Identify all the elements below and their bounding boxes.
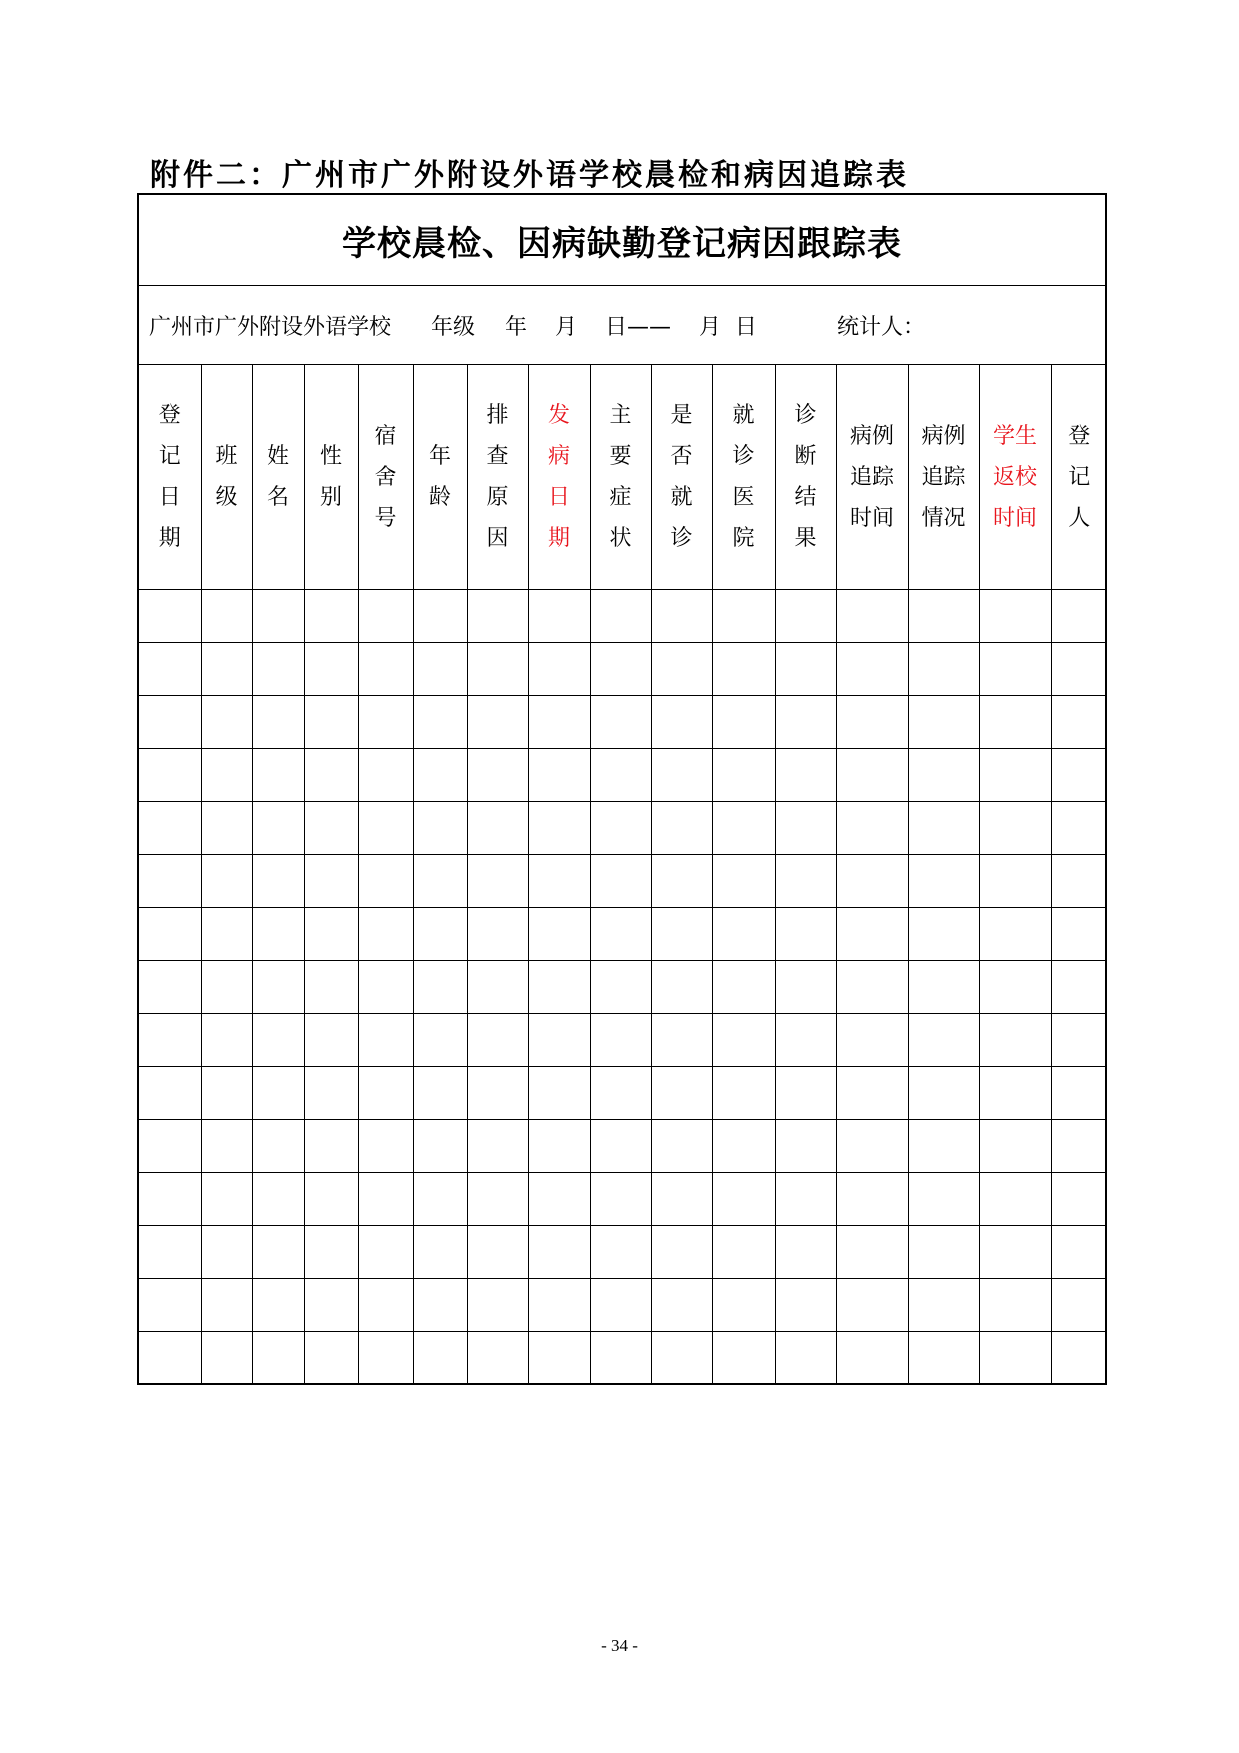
table-cell[interactable]: [836, 696, 908, 749]
table-cell[interactable]: [775, 590, 836, 643]
table-cell[interactable]: [908, 1279, 979, 1332]
table-cell[interactable]: [467, 590, 528, 643]
table-cell[interactable]: [590, 1014, 651, 1067]
table-cell[interactable]: [467, 802, 528, 855]
table-cell[interactable]: [358, 855, 413, 908]
table-cell[interactable]: [1051, 1332, 1107, 1385]
table-cell[interactable]: [651, 1226, 712, 1279]
table-cell[interactable]: [139, 908, 201, 961]
table-cell[interactable]: [528, 802, 590, 855]
table-cell[interactable]: [201, 749, 252, 802]
table-cell[interactable]: [908, 1173, 979, 1226]
table-cell[interactable]: [201, 590, 252, 643]
grade-label: 年级: [431, 314, 476, 340]
table-cell[interactable]: [979, 643, 1051, 696]
table-cell[interactable]: [775, 643, 836, 696]
table-cell[interactable]: [358, 590, 413, 643]
table-cell[interactable]: [252, 1173, 304, 1226]
table-row: [139, 1332, 1107, 1385]
table-cell[interactable]: [413, 696, 467, 749]
table-cell[interactable]: [712, 908, 775, 961]
page-number: - 34 -: [601, 1636, 638, 1655]
table-cell[interactable]: [908, 1014, 979, 1067]
column-header: [979, 365, 1051, 590]
table-cell[interactable]: [836, 908, 908, 961]
table-cell[interactable]: [413, 1067, 467, 1120]
column-header: [528, 365, 590, 590]
column-header: [413, 365, 467, 590]
table-cell[interactable]: [651, 1332, 712, 1385]
table-cell[interactable]: [528, 590, 590, 643]
table-cell[interactable]: [590, 802, 651, 855]
table-cell[interactable]: [836, 1173, 908, 1226]
table-cell[interactable]: [979, 1332, 1051, 1385]
table-cell[interactable]: [775, 961, 836, 1014]
table-cell[interactable]: [836, 643, 908, 696]
table-row: [139, 961, 1107, 1014]
column-header: [139, 365, 201, 590]
table-cell[interactable]: [908, 802, 979, 855]
table-cell[interactable]: [651, 1279, 712, 1332]
table-cell[interactable]: [712, 1067, 775, 1120]
table-cell[interactable]: [413, 1279, 467, 1332]
table-cell[interactable]: [252, 855, 304, 908]
column-header-label: 主 要 症 状: [609, 403, 632, 551]
table-cell[interactable]: [908, 908, 979, 961]
table-cell[interactable]: [979, 590, 1051, 643]
table-cell[interactable]: [358, 1120, 413, 1173]
table-cell[interactable]: [139, 749, 201, 802]
table-cell[interactable]: [467, 855, 528, 908]
school-name: 广州市广外附设外语学校: [149, 314, 392, 340]
table-cell[interactable]: [201, 1120, 252, 1173]
table-cell[interactable]: [1051, 643, 1107, 696]
table-row: [139, 802, 1107, 855]
table-cell[interactable]: [528, 1120, 590, 1173]
table-cell[interactable]: [304, 1279, 358, 1332]
recorder-label: 统计人：: [836, 314, 925, 340]
table-cell[interactable]: [590, 1226, 651, 1279]
table-cell[interactable]: [590, 961, 651, 1014]
table-cell[interactable]: [413, 961, 467, 1014]
table-cell[interactable]: [908, 961, 979, 1014]
table-cell[interactable]: [413, 1226, 467, 1279]
table-cell[interactable]: [467, 749, 528, 802]
column-header-label: 诊 断 结 果: [794, 403, 817, 551]
column-header-label: 宿 舍 号: [374, 423, 397, 531]
table-cell[interactable]: [979, 1279, 1051, 1332]
table-cell[interactable]: [979, 1014, 1051, 1067]
table-cell[interactable]: [201, 1226, 252, 1279]
table-cell[interactable]: [712, 1120, 775, 1173]
table-cell[interactable]: [304, 643, 358, 696]
table-cell[interactable]: [201, 696, 252, 749]
attachment-title: 附件二：广州市广外附设外语学校晨检和病因追踪表: [150, 158, 909, 193]
table-cell[interactable]: [358, 1279, 413, 1332]
table-cell[interactable]: [775, 1120, 836, 1173]
table-cell[interactable]: [201, 855, 252, 908]
column-header-label: 班 级: [215, 444, 238, 510]
table-cell[interactable]: [775, 749, 836, 802]
table-cell[interactable]: [358, 1332, 413, 1385]
table-cell[interactable]: [528, 643, 590, 696]
tracking-form: [137, 193, 1107, 1385]
table-cell[interactable]: [528, 908, 590, 961]
table-cell[interactable]: [836, 590, 908, 643]
table-cell[interactable]: [836, 1120, 908, 1173]
table-cell[interactable]: [908, 1226, 979, 1279]
table-cell[interactable]: [651, 643, 712, 696]
form-title: 学校晨检、因病缺勤登记病因跟踪表: [139, 195, 1105, 286]
table-cell[interactable]: [304, 961, 358, 1014]
table-cell[interactable]: [413, 802, 467, 855]
table-cell[interactable]: [358, 1226, 413, 1279]
table-cell[interactable]: [590, 855, 651, 908]
table-cell[interactable]: [358, 961, 413, 1014]
table-cell[interactable]: [712, 961, 775, 1014]
table-cell[interactable]: [304, 1067, 358, 1120]
table-cell[interactable]: [1051, 908, 1107, 961]
table-cell[interactable]: [304, 749, 358, 802]
table-cell[interactable]: [252, 908, 304, 961]
table-cell[interactable]: [252, 749, 304, 802]
table-cell[interactable]: [1051, 749, 1107, 802]
table-cell[interactable]: [651, 908, 712, 961]
table-cell[interactable]: [1051, 1173, 1107, 1226]
table-cell[interactable]: [836, 1014, 908, 1067]
table-cell[interactable]: [139, 696, 201, 749]
table-cell[interactable]: [712, 1173, 775, 1226]
table-cell[interactable]: [139, 1226, 201, 1279]
table-cell[interactable]: [651, 749, 712, 802]
table-cell[interactable]: [413, 1120, 467, 1173]
table-cell[interactable]: [413, 1332, 467, 1385]
table-cell[interactable]: [467, 1173, 528, 1226]
table-cell[interactable]: [467, 908, 528, 961]
table-cell[interactable]: [467, 1067, 528, 1120]
table-cell[interactable]: [836, 1226, 908, 1279]
table-cell[interactable]: [304, 855, 358, 908]
table-row: [139, 643, 1107, 696]
table-cell[interactable]: [139, 1279, 201, 1332]
table-cell[interactable]: [139, 643, 201, 696]
table-cell[interactable]: [139, 1120, 201, 1173]
table-cell[interactable]: [358, 696, 413, 749]
table-cell[interactable]: [979, 908, 1051, 961]
table-cell[interactable]: [201, 908, 252, 961]
table-cell[interactable]: [201, 1067, 252, 1120]
table-cell[interactable]: [201, 1279, 252, 1332]
column-header: [590, 365, 651, 590]
table-cell[interactable]: [712, 1226, 775, 1279]
column-header-label: 登 记 日 期: [158, 403, 181, 551]
column-header: [1051, 365, 1107, 590]
table-cell[interactable]: [358, 802, 413, 855]
table-cell[interactable]: [590, 590, 651, 643]
table-row: [139, 1279, 1107, 1332]
table-cell[interactable]: [413, 1173, 467, 1226]
table-cell[interactable]: [836, 802, 908, 855]
table-cell[interactable]: [413, 590, 467, 643]
table-cell[interactable]: [775, 1332, 836, 1385]
table-row: [139, 749, 1107, 802]
table-cell[interactable]: [528, 855, 590, 908]
table-cell[interactable]: [908, 855, 979, 908]
table-cell[interactable]: [528, 1226, 590, 1279]
table-cell[interactable]: [201, 802, 252, 855]
table-cell[interactable]: [712, 643, 775, 696]
column-header: [836, 365, 908, 590]
table-cell[interactable]: [304, 908, 358, 961]
table-cell[interactable]: [139, 802, 201, 855]
table-cell[interactable]: [252, 590, 304, 643]
table-cell[interactable]: [775, 855, 836, 908]
table-cell[interactable]: [651, 590, 712, 643]
table-cell[interactable]: [358, 1067, 413, 1120]
table-cell[interactable]: [908, 1332, 979, 1385]
table-cell[interactable]: [1051, 855, 1107, 908]
table-cell[interactable]: [908, 696, 979, 749]
column-header: [358, 365, 413, 590]
column-header-label: 登 记 人: [1068, 423, 1091, 531]
table-cell[interactable]: [358, 1014, 413, 1067]
table-cell[interactable]: [651, 802, 712, 855]
table-cell[interactable]: [467, 643, 528, 696]
table-cell[interactable]: [528, 1067, 590, 1120]
table-cell[interactable]: [304, 1226, 358, 1279]
table-cell[interactable]: [775, 1226, 836, 1279]
column-header-label: 学生 返校 时间: [992, 423, 1037, 531]
table-cell[interactable]: [590, 1173, 651, 1226]
column-header: [775, 365, 836, 590]
table-cell[interactable]: [590, 749, 651, 802]
table-cell[interactable]: [979, 1173, 1051, 1226]
column-header: [712, 365, 775, 590]
table-cell[interactable]: [1051, 1067, 1107, 1120]
table-cell[interactable]: [1051, 1226, 1107, 1279]
table-cell[interactable]: [836, 1067, 908, 1120]
table-cell[interactable]: [252, 1279, 304, 1332]
table-cell[interactable]: [139, 855, 201, 908]
table-cell[interactable]: [712, 696, 775, 749]
table-cell[interactable]: [528, 1014, 590, 1067]
table-cell[interactable]: [712, 590, 775, 643]
table-cell[interactable]: [775, 1279, 836, 1332]
table-cell[interactable]: [836, 1332, 908, 1385]
column-header-label: 是 否 就 诊: [670, 403, 693, 551]
table-cell[interactable]: [304, 696, 358, 749]
table-cell[interactable]: [775, 802, 836, 855]
table-cell[interactable]: [712, 749, 775, 802]
table-cell[interactable]: [979, 855, 1051, 908]
table-cell[interactable]: [775, 1173, 836, 1226]
table-cell[interactable]: [651, 855, 712, 908]
column-header: [304, 365, 358, 590]
table-cell[interactable]: [467, 1120, 528, 1173]
table-cell[interactable]: [908, 1120, 979, 1173]
table-cell[interactable]: [252, 643, 304, 696]
table-cell[interactable]: [358, 749, 413, 802]
column-header: [651, 365, 712, 590]
table-cell[interactable]: [201, 643, 252, 696]
table-cell[interactable]: [908, 749, 979, 802]
column-header: [908, 365, 979, 590]
table-cell[interactable]: [1051, 590, 1107, 643]
table-cell[interactable]: [304, 1332, 358, 1385]
table-cell[interactable]: [775, 908, 836, 961]
table-cell[interactable]: [252, 1014, 304, 1067]
table-cell[interactable]: [979, 1120, 1051, 1173]
table-cell[interactable]: [1051, 802, 1107, 855]
table-cell[interactable]: [590, 696, 651, 749]
tracking-table: [139, 365, 1107, 1384]
table-row: [139, 1120, 1107, 1173]
table-cell[interactable]: [252, 1226, 304, 1279]
table-cell[interactable]: [528, 749, 590, 802]
table-cell[interactable]: [1051, 1014, 1107, 1067]
table-cell[interactable]: [651, 1173, 712, 1226]
table-cell[interactable]: [528, 961, 590, 1014]
table-row: [139, 1014, 1107, 1067]
table-cell[interactable]: [590, 643, 651, 696]
table-cell[interactable]: [139, 1014, 201, 1067]
table-cell[interactable]: [467, 1014, 528, 1067]
table-cell[interactable]: [590, 1067, 651, 1120]
table-cell[interactable]: [467, 696, 528, 749]
table-cell[interactable]: [651, 1120, 712, 1173]
table-cell[interactable]: [252, 696, 304, 749]
table-body: [139, 590, 1107, 1385]
table-cell[interactable]: [1051, 961, 1107, 1014]
column-header-label: 姓 名: [266, 444, 289, 510]
table-cell[interactable]: [358, 908, 413, 961]
table-cell[interactable]: [836, 1279, 908, 1332]
column-header: [252, 365, 304, 590]
table-cell[interactable]: [467, 961, 528, 1014]
table-row: [139, 1173, 1107, 1226]
table-cell[interactable]: [139, 961, 201, 1014]
table-cell[interactable]: [775, 696, 836, 749]
table-row: [139, 908, 1107, 961]
form-meta-row: [139, 286, 1105, 365]
table-cell[interactable]: [358, 1173, 413, 1226]
table-cell[interactable]: [139, 1067, 201, 1120]
table-cell[interactable]: [712, 855, 775, 908]
table-cell[interactable]: [651, 1067, 712, 1120]
table-cell[interactable]: [304, 590, 358, 643]
table-cell[interactable]: [979, 961, 1051, 1014]
table-cell[interactable]: [979, 802, 1051, 855]
column-header: [467, 365, 528, 590]
table-cell[interactable]: [139, 1332, 201, 1385]
table-cell[interactable]: [304, 1014, 358, 1067]
table-cell[interactable]: [590, 908, 651, 961]
table-row: [139, 590, 1107, 643]
table-cell[interactable]: [908, 590, 979, 643]
table-cell[interactable]: [413, 855, 467, 908]
table-row: [139, 696, 1107, 749]
table-cell[interactable]: [528, 1279, 590, 1332]
column-header-label: 病例 追踪 情况: [921, 423, 966, 531]
table-cell[interactable]: [201, 961, 252, 1014]
table-cell[interactable]: [590, 1332, 651, 1385]
table-cell[interactable]: [304, 802, 358, 855]
table-cell[interactable]: [201, 1332, 252, 1385]
table-cell[interactable]: [413, 1014, 467, 1067]
table-cell[interactable]: [201, 1014, 252, 1067]
table-cell[interactable]: [1051, 1279, 1107, 1332]
table-cell[interactable]: [590, 1279, 651, 1332]
table-cell[interactable]: [1051, 1120, 1107, 1173]
table-cell[interactable]: [908, 1067, 979, 1120]
table-header-row: [139, 365, 1107, 590]
column-header-label: 排 查 原 因: [486, 403, 509, 551]
table-cell[interactable]: [467, 1279, 528, 1332]
table-cell[interactable]: [528, 1173, 590, 1226]
table-cell[interactable]: [836, 961, 908, 1014]
column-header-label: 发 病 日 期: [547, 403, 570, 551]
table-cell[interactable]: [304, 1173, 358, 1226]
table-cell[interactable]: [528, 1332, 590, 1385]
table-cell[interactable]: [139, 1173, 201, 1226]
table-cell[interactable]: [651, 696, 712, 749]
table-cell[interactable]: [775, 1067, 836, 1120]
table-cell[interactable]: [467, 1332, 528, 1385]
table-cell[interactable]: [979, 1226, 1051, 1279]
column-header-label: 病例 追踪 时间: [849, 423, 894, 531]
table-cell[interactable]: [252, 802, 304, 855]
table-cell[interactable]: [252, 1332, 304, 1385]
table-cell[interactable]: [712, 1014, 775, 1067]
table-cell[interactable]: [1051, 696, 1107, 749]
table-cell[interactable]: [836, 855, 908, 908]
table-cell[interactable]: [304, 1120, 358, 1173]
table-cell[interactable]: [712, 1332, 775, 1385]
column-header-label: 性 别: [319, 444, 342, 510]
table-cell[interactable]: [467, 1226, 528, 1279]
column-header: [201, 365, 252, 590]
table-cell[interactable]: [979, 696, 1051, 749]
table-cell[interactable]: [836, 749, 908, 802]
date-range: 年 月 日—— 月 日: [505, 314, 757, 340]
table-cell[interactable]: [413, 908, 467, 961]
table-row: [139, 1226, 1107, 1279]
table-cell[interactable]: [712, 1279, 775, 1332]
table-cell[interactable]: [979, 1067, 1051, 1120]
table-cell[interactable]: [775, 1014, 836, 1067]
table-cell[interactable]: [413, 643, 467, 696]
table-cell[interactable]: [590, 1120, 651, 1173]
table-cell[interactable]: [358, 643, 413, 696]
table-row: [139, 855, 1107, 908]
table-row: [139, 1067, 1107, 1120]
table-cell[interactable]: [712, 802, 775, 855]
table-cell[interactable]: [908, 643, 979, 696]
column-header-label: 就 诊 医 院: [732, 403, 755, 551]
table-cell[interactable]: [139, 590, 201, 643]
table-cell[interactable]: [651, 961, 712, 1014]
table-cell[interactable]: [651, 1014, 712, 1067]
table-cell[interactable]: [252, 961, 304, 1014]
table-cell[interactable]: [979, 749, 1051, 802]
table-cell[interactable]: [201, 1173, 252, 1226]
table-cell[interactable]: [413, 749, 467, 802]
column-header-label: 年 龄: [428, 444, 451, 510]
table-cell[interactable]: [252, 1120, 304, 1173]
table-cell[interactable]: [528, 696, 590, 749]
table-cell[interactable]: [252, 1067, 304, 1120]
